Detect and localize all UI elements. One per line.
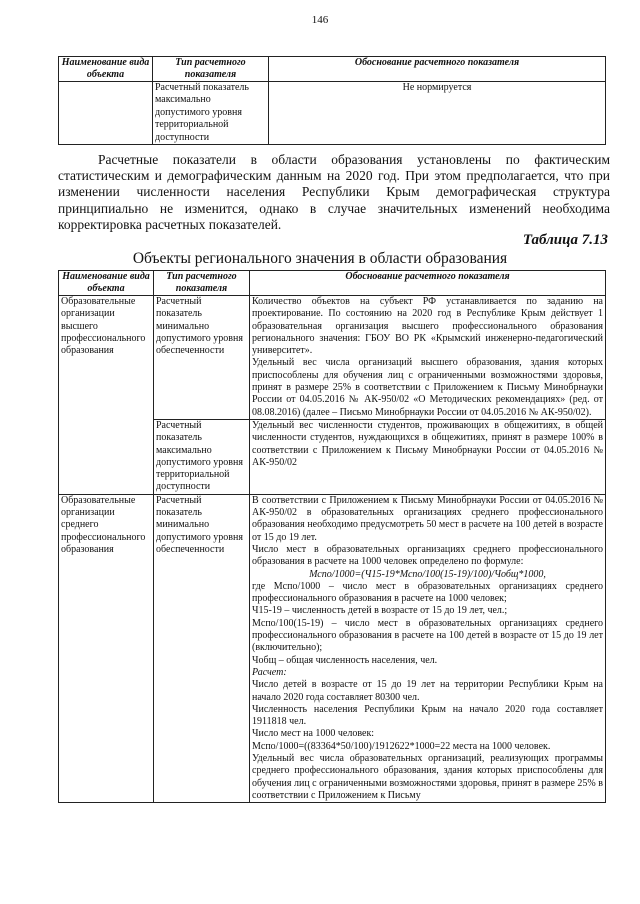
cell-type-min-provision: Расчетный показатель минимально допустимого уровня обеспеченности bbox=[154, 296, 250, 420]
basis-paragraph: Число мест в образовательных организациях среднего профессионального образования в расчете на 1000 человек определено по формуле: bbox=[252, 543, 603, 568]
table-number: Таблица 7.13 bbox=[522, 232, 608, 248]
cell-type-max-accessibility: Расчетный показатель максимально допустимого уровня территориальной доступности bbox=[154, 419, 250, 494]
cell-object-vocational-education: Образовательные организации среднего профессионального образования bbox=[59, 494, 154, 802]
table-row bbox=[59, 296, 606, 420]
calculation-result: Мспо/1000=((83364*50/100)/1912622*1000=22 места на 1000 человек. bbox=[252, 740, 551, 752]
cell-object-higher-education: Образовательные организации высшего профессионального образования bbox=[59, 296, 154, 495]
basis-paragraph: Удельный вес числа организаций высшего образования, здания которых приспособлены для обучения лиц с ограниченными возможностями здоровья, принят в размере 25% в соответствии с Приложением к Письму Минобрнауки России от 04.05.2016 № АК-950/02 «О Методических рекомендациях» (ред. от 08.08.2016) (далее – Письмо Минобрнауки России от 04.05.2016 № АК-950/02). bbox=[252, 357, 603, 418]
header-indicator-basis: Обоснование расчетного показателя bbox=[250, 271, 606, 296]
cell-type-min-provision: Расчетный показатель минимально допустимого уровня обеспеченности bbox=[154, 494, 250, 802]
calculation-label: Расчет: bbox=[252, 666, 287, 678]
formula-definition: Ч15-19 – численность детей в возрасте от 15 до 19 лет, чел.; bbox=[252, 605, 508, 617]
basis-paragraph: Удельный вес числа образовательных организаций, реализующих программы среднего профессионального образования, здания которых приспособлены для обучения лиц с ограниченными возможностями здоровья, принят в размере 25% в соответствии с Приложением к Письму bbox=[252, 752, 603, 801]
header-indicator-basis: Обоснование расчетного показателя bbox=[269, 57, 606, 82]
cell-object-name bbox=[59, 82, 153, 145]
main-table bbox=[58, 270, 606, 803]
formula-definition: где Мспо/1000 – число мест в образовательных организациях среднего профессионального образования в расчете на 1000 человек; bbox=[252, 580, 603, 605]
cell-basis-min-provision bbox=[250, 296, 606, 420]
cell-basis-max-accessibility: Удельный вес численности студентов, проживающих в общежитиях, в общей численности студентов, нуждающихся в общежитиях, принят в размере 100% в соответствии с Приложением к Письму Минобрнауки России от 04.05.2016 № АК-950/02 bbox=[250, 419, 606, 494]
calculation-line: Число мест на 1000 человек: bbox=[252, 728, 375, 740]
cell-indicator-type: Расчетный показатель максимально допустимого уровня территориальной доступности bbox=[153, 82, 269, 145]
body-paragraph: Расчетные показатели в области образования установлены по фактическим статистическим и демографическим данным на 2020 год. При этом предполагается, что при изменении численности населения Республики Крым демографическая структура принципиально не изменится, однако в случае значительных изменений необходима корректировка расчетных показателей. bbox=[58, 152, 610, 232]
basis-paragraph: Количество объектов на субъект РФ устанавливается по заданию на проектирование. По состоянию на 2020 год в Республике Крым действует 1 образовательная организация высшего профессионального образования регионального значения: ГБОУ ВО РК «Крымский инженерно-педагогический университет». bbox=[252, 296, 603, 357]
page-number: 146 bbox=[311, 14, 329, 26]
basis-paragraph: В соответствии с Приложением к Письму Минобрнауки России от 04.05.2016 № АК-950/02 в образовательных организациях среднего профессионального образования необходимо предусмотреть 50 мест в расчете на 100 детей в возрасте от 15 до 19 лет. bbox=[252, 494, 603, 543]
cell-basis-vocational bbox=[250, 494, 606, 802]
calculation-line: Число детей в возрасте от 15 до 19 лет на территории Республики Крым на начало 2020 года составляет 80300 чел. bbox=[252, 679, 603, 703]
top-table-header-row bbox=[59, 57, 606, 82]
calculation-line: Численность населения Республики Крым на начало 2020 года составляет 1911818 чел. bbox=[252, 703, 603, 728]
formula: Мспо/1000=(Ч15-19*Мспо/100(15-19)/100)/Чобщ*1000, bbox=[309, 568, 546, 580]
header-indicator-type: Тип расчетного показателя bbox=[154, 271, 250, 296]
header-object-name: Наименование вида объекта bbox=[59, 271, 154, 296]
table-row bbox=[59, 82, 606, 145]
main-table-header-row bbox=[59, 271, 606, 296]
formula-definition: Мспо/100(15-19) – число мест в образовательных организациях среднего профессионального образования в расчете на 100 детей в возрасте от 15 до 19 лет (включительно); bbox=[252, 617, 603, 654]
table-title: Объекты регионального значения в области образования bbox=[132, 250, 508, 267]
table-row bbox=[59, 494, 606, 802]
header-object-name: Наименование вида объекта bbox=[59, 57, 153, 82]
formula-definition: Чобщ – общая численность населения, чел. bbox=[252, 654, 438, 666]
header-indicator-type: Тип расчетного показателя bbox=[153, 57, 269, 82]
top-table bbox=[58, 56, 606, 145]
cell-indicator-basis: Не нормируется bbox=[269, 82, 606, 145]
